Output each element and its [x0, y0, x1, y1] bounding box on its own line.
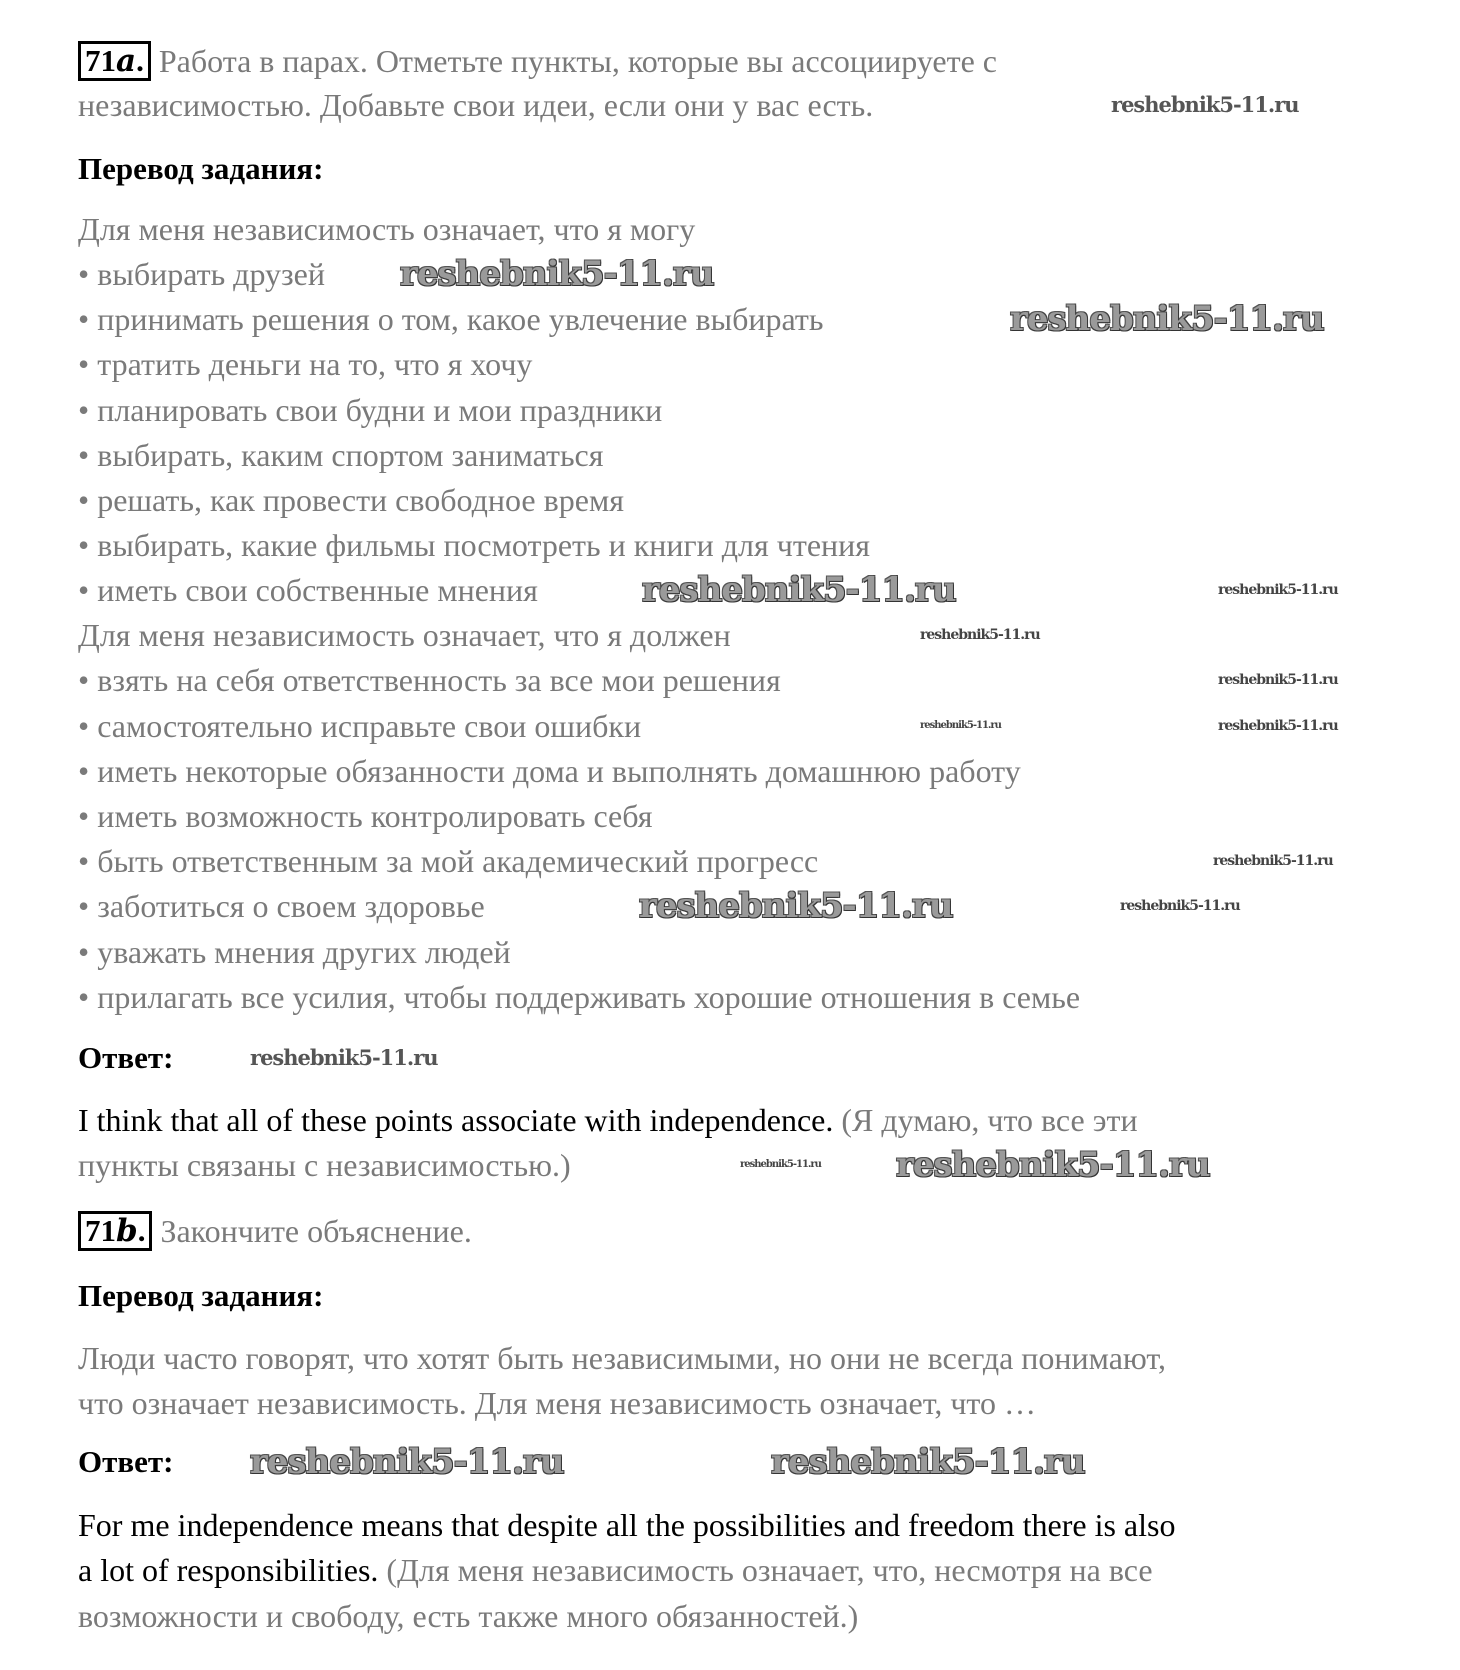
answer-russian: пункты связаны с независимостью.) [78, 1147, 571, 1183]
answer-heading: Ответ: [78, 1040, 174, 1075]
task-number-box: 71b. [78, 1211, 152, 1251]
translation-heading: Перевод задания: [78, 1278, 324, 1313]
watermark: reshebnik5-11.ru [1218, 582, 1338, 598]
watermark: reshebnik5-11.ru [1120, 898, 1240, 914]
task-71a-instruction [78, 41, 997, 81]
watermark: reshebnik5-11.ru [400, 254, 714, 294]
instruction-text: Работа в парах. Отметьте пункты, которые вы ассоциируете с [158, 43, 997, 79]
list-item: • выбирать друзей [78, 256, 325, 292]
watermark: reshebnik5-11.ru [250, 1442, 564, 1482]
watermark: reshebnik5-11.ru [250, 1045, 438, 1070]
list-item: • выбирать, каким спортом заниматься [78, 437, 604, 473]
watermark: reshebnik5-11.ru [1010, 299, 1324, 339]
list-item: • выбирать, какие фильмы посмотреть и книги для чтения [78, 527, 870, 563]
list-item: • прилагать все усилия, чтобы поддерживать хорошие отношения в семье [78, 979, 1081, 1015]
watermark: reshebnik5-11.ru [1111, 92, 1299, 117]
task-number: 71 [85, 43, 116, 78]
list-item: • иметь свои собственные мнения [78, 572, 538, 608]
watermark: reshebnik5-11.ru [920, 720, 1001, 731]
answer-english: a lot of responsibilities. [78, 1552, 379, 1588]
answer-russian: (Для меня независимость означает, что, несмотря на все [378, 1552, 1153, 1588]
list-item: • заботиться о своем здоровье [78, 888, 485, 924]
must-intro: Для меня независимость означает, что я должен [78, 617, 731, 653]
answer-english: I think that all of these points associate with independence. [78, 1102, 834, 1138]
list-item: • самостоятельно исправьте свои ошибки [78, 708, 642, 744]
list-item: • взять на себя ответственность за все мои решения [78, 662, 781, 698]
instruction-text: Закончите объяснение. [160, 1213, 472, 1249]
list-item: • иметь некоторые обязанности дома и выполнять домашнюю работу [78, 753, 1021, 789]
answer-line [78, 1100, 1138, 1140]
list-item: • иметь возможность контролировать себя [78, 798, 653, 834]
watermark: reshebnik5-11.ru [1218, 672, 1338, 688]
answer-russian: возможности и свободу, есть также много обязанностей.) [78, 1598, 859, 1634]
watermark: reshebnik5-11.ru [1218, 718, 1338, 734]
task-number: 71 [85, 1213, 116, 1248]
translation-text: Люди часто говорят, что хотят быть независимыми, но они не всегда понимают, [78, 1340, 1166, 1376]
task-letter: b [116, 1213, 138, 1249]
answer-english: For me independence means that despite all the possibilities and freedom there is also [78, 1507, 1176, 1543]
watermark: reshebnik5-11.ru [740, 1159, 821, 1170]
list-item: • быть ответственным за мой академический прогресс [78, 843, 819, 879]
answer-russian: (Я думаю, что все эти [833, 1102, 1138, 1138]
list-item: • тратить деньги на то, что я хочу [78, 346, 533, 382]
watermark: reshebnik5-11.ru [771, 1442, 1085, 1482]
watermark: reshebnik5-11.ru [896, 1145, 1210, 1185]
list-item: • уважать мнения других людей [78, 934, 511, 970]
translation-text: что означает независимость. Для меня независимость означает, что … [78, 1385, 1036, 1421]
task-71b-instruction [78, 1211, 472, 1251]
can-intro: Для меня независимость означает, что я могу [78, 211, 696, 247]
translation-heading: Перевод задания: [78, 151, 324, 186]
answer-line [78, 1550, 1153, 1590]
answer-heading: Ответ: [78, 1444, 174, 1479]
list-item: • планировать свои будни и мои праздники [78, 392, 663, 428]
watermark: reshebnik5-11.ru [642, 570, 956, 610]
watermark: reshebnik5-11.ru [639, 886, 953, 926]
watermark: reshebnik5-11.ru [920, 627, 1040, 643]
list-item: • решать, как провести свободное время [78, 482, 624, 518]
task-letter: a [116, 43, 137, 79]
task-number-box: 71a. [78, 41, 151, 81]
list-item: • принимать решения о том, какое увлечение выбирать [78, 301, 824, 337]
instruction-text: независимостью. Добавьте свои идеи, если они у вас есть. [78, 87, 874, 123]
watermark: reshebnik5-11.ru [1213, 853, 1333, 869]
